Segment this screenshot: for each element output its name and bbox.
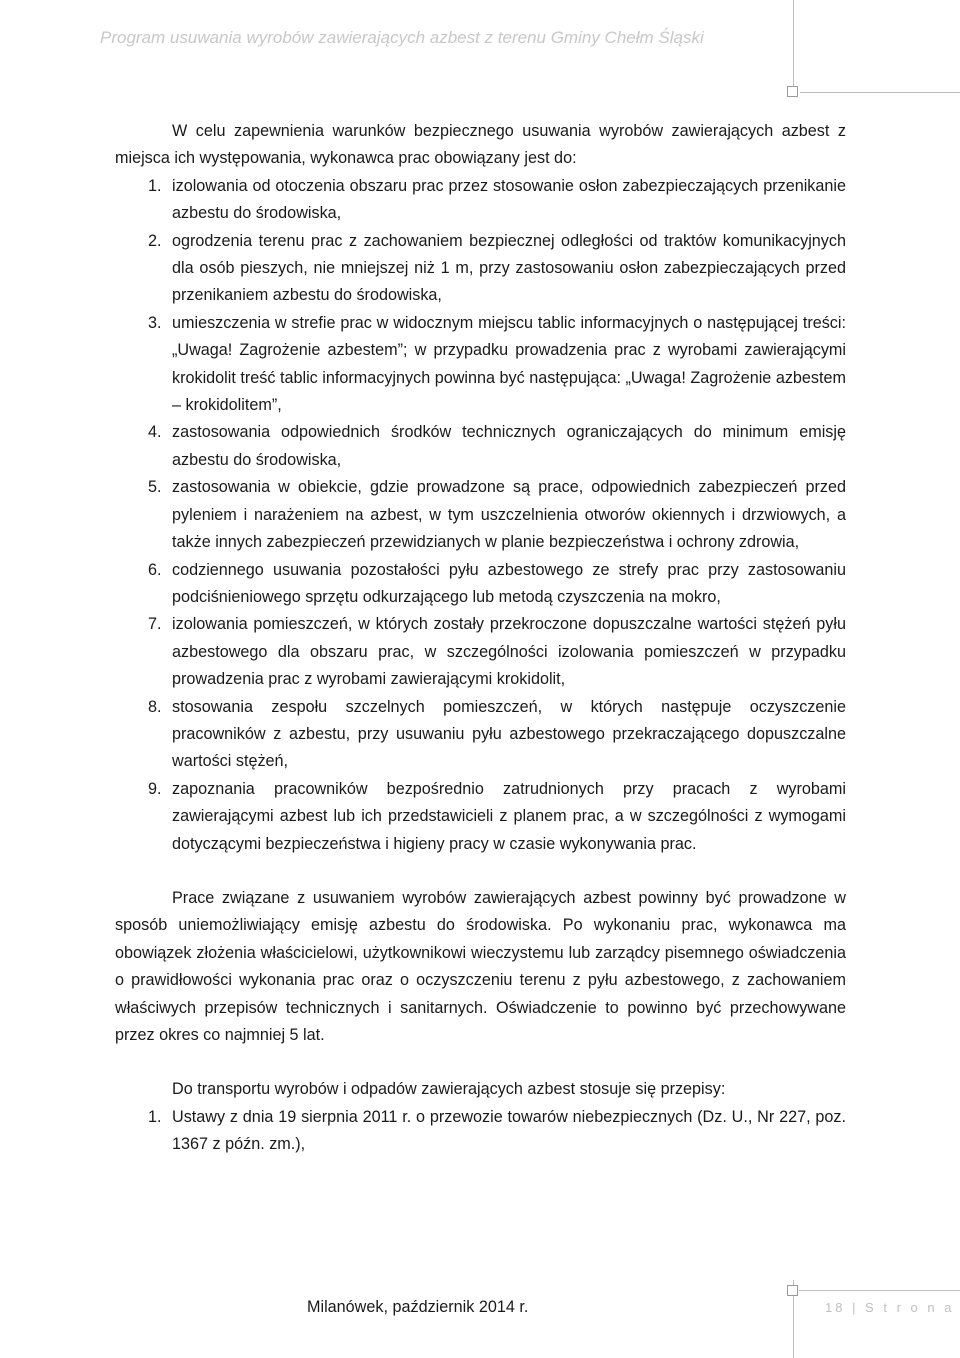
list-item-text: stosowania zespołu szczelnych pomieszczeń, w których następuje oczyszczenie pracowników z azbestu, przy usuwaniu pyłu azbestowego przekraczającego dopuszczalne wartości stężeń, [172,697,846,771]
transport-intro: Do transportu wyrobów i odpadów zawierających azbest stosuje się przepisy: [172,1080,726,1099]
document-title: Program usuwania wyrobów zawierających azbest z terenu Gminy Chełm Śląski [100,28,704,47]
page-body [115,118,846,1159]
list-number: 7. [148,615,162,634]
list-item [115,557,846,612]
list-item-text: izolowania od otoczenia obszaru prac przez stosowanie osłon zabezpieczających przenikanie azbestu do środowiska, [172,176,846,223]
header-horizontal-rule [800,92,960,93]
list-item [115,228,846,310]
list-item [115,173,846,228]
footer-place-date: Milanówek, październik 2014 r. [307,1298,529,1316]
list-number: 5. [148,478,162,497]
obligations-list [115,173,846,858]
header-vertical-rule [793,0,794,92]
paragraph-spacer [115,1049,846,1076]
footer-corner-square [787,1285,798,1296]
list-number: 9. [148,779,162,798]
list-number: 4. [148,423,162,442]
intro-paragraph: W celu zapewnienia warunków bezpiecznego usuwania wyrobów zawierających azbest z miejsca ich występowania, wykonawca prac obowiązany jest do: [115,122,846,168]
list-item [115,611,846,693]
list-item-text: umieszczenia w strefie prac w widocznym miejscu tablic informacyjnych o następującej treści: „Uwaga! Zagrożenie azbestem”; w przypadku prowadzenia prac z wyrobami zawierającymi krokidolit treść tablic informacyjnych powinna być następująca: „Uwaga! Zagrożenie azbestem – krokidolitem”, [172,313,846,415]
list-item-text: ogrodzenia terenu prac z zachowaniem bezpiecznej odległości od traktów komunikacyjnych dla osób pieszych, nie mniejszej niż 1 m, przy zastosowaniu osłon zabezpieczających przed przenikaniem azbestu do środowiska, [172,231,846,305]
list-item-text: zastosowania odpowiednich środków technicznych ograniczających do minimum emisję azbestu do środowiska, [172,423,846,469]
list-number: 8. [148,697,162,716]
list-item [115,419,846,474]
works-paragraph: Prace związane z usuwaniem wyrobów zawierających azbest powinny być prowadzone w sposób uniemożliwiający emisję azbestu do środowiska. Po wykonaniu prac, wykonawca ma obowiązek złożenia właścicielowi, użytkownikowi wieczystemu lub zarządcy pisemnego oświadczenia o prawidłowości wykonania prac oraz o oczyszczeniu terenu z pyłu azbestowego, z zachowaniem właściwych przepisów technicznych i sanitarnych. Oświadczenie to powinno być przechowywane przez okres co najmniej 5 lat. [115,888,846,1044]
list-number: 1. [148,1107,162,1126]
list-item-text: Ustawy z dnia 19 sierpnia 2011 r. o przewozie towarów niebezpiecznych (Dz. U., Nr 227, poz. 1367 z późn. zm.), [172,1107,846,1154]
list-number: 6. [148,560,162,579]
list-item [115,694,846,776]
footer-horizontal-rule [799,1290,960,1291]
list-item-text: zastosowania w obiekcie, gdzie prowadzone są prace, odpowiednich zabezpieczeń przed pyleniem i narażeniem na azbest, w tym uszczelnienia otworów okiennych i drzwiowych, a także innych zabezpieczeń przewidzianych w planie bezpieczeństwa i ochrony zdrowia, [172,478,846,552]
list-number: 1. [148,176,162,195]
transport-regulations-list [115,1104,846,1159]
list-item [115,474,846,556]
list-item-text: izolowania pomieszczeń, w których zostały przekroczone dopuszczalne wartości stężeń pyłu azbestowego dla obszaru prac, w szczególności izolowania pomieszczeń w przypadku prowadzenia prac z wyrobami zawierającymi krokidolit, [172,615,846,689]
list-item-text: codziennego usuwania pozostałości pyłu azbestowego ze strefy prac przy zastosowaniu podciśnieniowego sprzętu odkurzającego lub metodą czyszczenia na mokro, [172,560,846,606]
list-number: 3. [148,313,162,332]
list-item [115,776,846,858]
header-corner-square [787,86,798,97]
list-item [115,310,846,420]
list-item [115,1104,846,1159]
page-number: 18 | S t r o n a [825,1300,955,1315]
list-number: 2. [148,231,162,250]
list-item-text: zapoznania pracowników bezpośrednio zatrudnionych przy pracach z wyrobami zawierającymi azbest lub ich przedstawicieli z planem prac, a w szczególności z wymogami dotyczącymi bezpieczeństwa i higieny pracy w czasie wykonywania prac. [172,779,846,853]
paragraph-spacer [115,858,846,885]
